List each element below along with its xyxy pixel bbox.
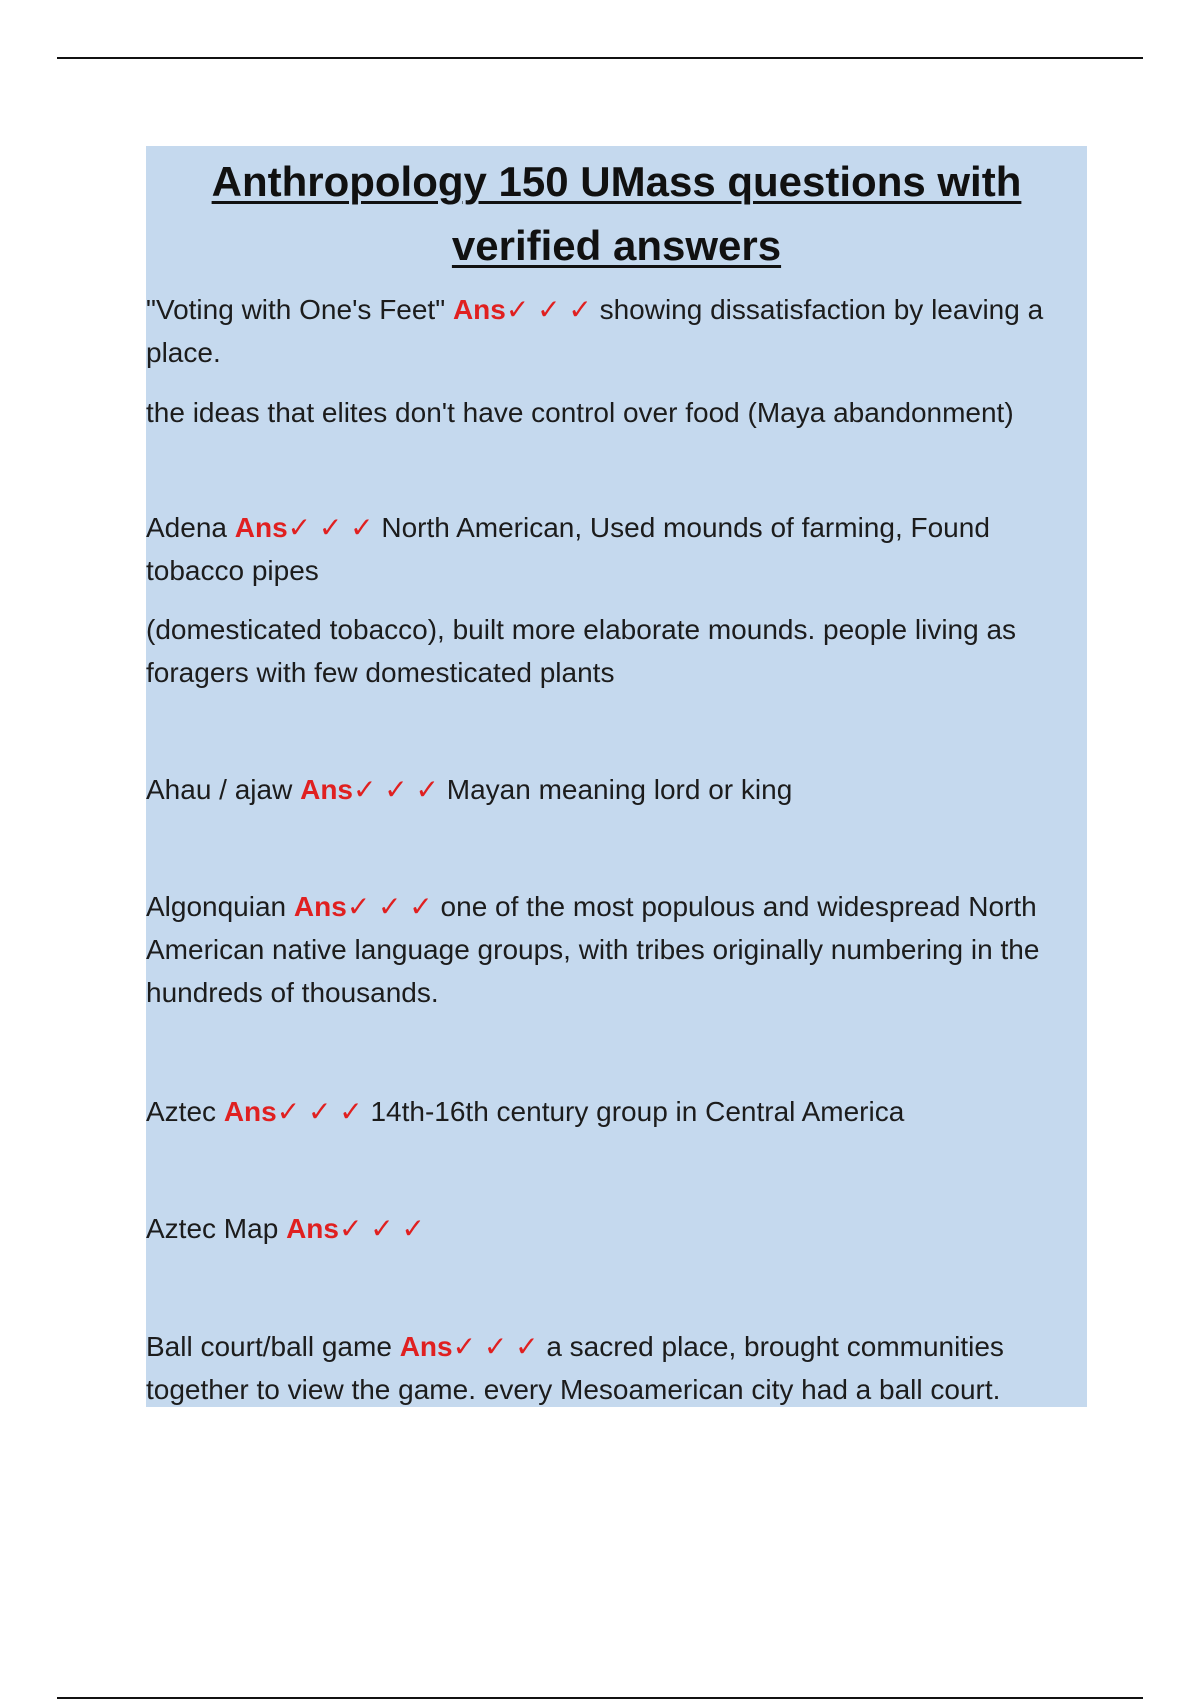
entry-term: Aztec Map [146, 1213, 279, 1244]
entry-answer: one of the most populous and widespread North American native language groups, with tribes originally numbering in the hundreds of thousands. [146, 891, 1040, 1008]
top-rule [57, 57, 1143, 59]
entry-algonquian [146, 885, 1087, 1014]
ans-label: Ans [223, 1096, 277, 1127]
ans-label: Ans [399, 1331, 453, 1362]
document-title [146, 146, 1087, 278]
check-marks-icon: ✓ ✓ ✓ [276, 1096, 363, 1127]
entry-term: "Voting with One's Feet" [146, 294, 446, 325]
entry-answer: 14th-16th century group in Central America [370, 1096, 905, 1127]
bottom-rule [57, 1697, 1143, 1699]
entry-aztec-map [146, 1207, 1087, 1250]
entry-ball-court [146, 1325, 1087, 1411]
check-marks-icon: ✓ ✓ ✓ [505, 294, 592, 325]
entry-continuation: the ideas that elites don't have control over food (Maya abandonment) [146, 397, 1014, 428]
ans-label: Ans [452, 294, 506, 325]
check-marks-icon: ✓ ✓ ✓ [353, 774, 439, 805]
entry-aztec [146, 1090, 1087, 1133]
title-line-1: Anthropology 150 UMass questions with [211, 158, 1022, 205]
ans-label: Ans [286, 1213, 339, 1244]
check-marks-icon: ✓ ✓ ✓ [338, 1213, 425, 1244]
entry-term: Aztec [146, 1096, 217, 1127]
check-marks-icon: ✓ ✓ ✓ [452, 1331, 539, 1362]
entry-term: Ball court/ball game [146, 1331, 392, 1362]
entry-answer: showing dissatisfaction by leaving a place. [146, 294, 1044, 368]
ans-label: Ans [300, 774, 354, 805]
entry-term: Ahau / ajaw [146, 774, 293, 805]
entry-adena [146, 506, 1087, 592]
check-marks-icon: ✓ ✓ ✓ [346, 891, 433, 922]
check-marks-icon: ✓ ✓ ✓ [287, 512, 374, 543]
ans-label: Ans [293, 891, 347, 922]
entry-answer: Mayan meaning lord or king [446, 774, 793, 805]
entry-answer: a sacred place, brought communities together to view the game. every Mesoamerican city had a ball court. [146, 1331, 1004, 1405]
entry-continuation: (domesticated tobacco), built more elaborate mounds. people living as foragers with few domesticated plants [146, 614, 1017, 688]
entry-term: Algonquian [146, 891, 287, 922]
title-line-2: verified answers [451, 222, 782, 269]
entry-voting-with-feet [146, 288, 1087, 374]
document-body [146, 146, 1087, 1407]
ans-label: Ans [234, 512, 288, 543]
entry-answer: North American, Used mounds of farming, Found tobacco pipes [146, 512, 990, 586]
entry-ahau [146, 768, 1087, 811]
entry-term: Adena [146, 512, 227, 543]
